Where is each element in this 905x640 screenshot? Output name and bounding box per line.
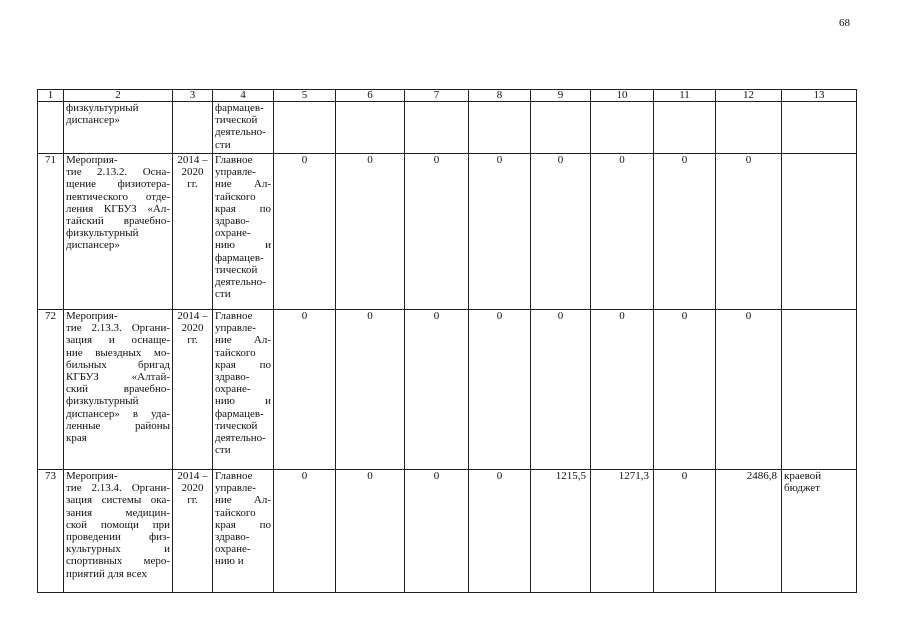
cell-text-line: ской помощи при: [66, 518, 170, 531]
cell-c5: 0: [274, 470, 336, 593]
cell-c8: 0: [469, 310, 531, 470]
cell-text-line: Главное: [215, 310, 253, 322]
cell-text-line: ние Ал-: [215, 494, 271, 507]
header-cell: 9: [531, 90, 591, 102]
cell-text-line: щение физиотера-: [66, 178, 170, 191]
cell-text-line: охране-: [215, 543, 251, 556]
cell-text-line: сти: [215, 444, 231, 457]
cell-c11: 0: [654, 310, 716, 470]
cell-text-line: Мероприя-: [66, 154, 118, 166]
cell-text-line: физкультурный: [66, 102, 139, 114]
cell-text-line: фармацев-: [215, 102, 264, 114]
cell-text-line: Главное: [215, 470, 253, 482]
cell-text-line: спортивных меро-: [66, 555, 170, 568]
cell-c1: 71: [38, 154, 64, 310]
cell-text-line: края: [66, 432, 87, 445]
cell-text-line: края по: [215, 202, 271, 215]
cell-c12: 0: [716, 310, 782, 470]
cell-c8: 0: [469, 154, 531, 310]
cell-c9: 0: [531, 310, 591, 470]
cell-text-line: тайского: [215, 506, 256, 519]
table-row: [38, 154, 857, 310]
cell-c8: [469, 102, 531, 154]
cell-c6: 0: [336, 470, 405, 593]
cell-c2: [64, 154, 173, 310]
cell-text-line: управле-: [215, 322, 256, 335]
cell-text-line: диспансер» в уда-: [66, 407, 170, 420]
cell-text-line: 2020: [181, 166, 204, 179]
cell-c7: 0: [405, 310, 469, 470]
cell-text-line: нию и: [215, 395, 271, 408]
cell-text-line: охране-: [215, 383, 251, 396]
header-cell: 12: [716, 90, 782, 102]
cell-c7: [405, 102, 469, 154]
cell-c5: [274, 102, 336, 154]
budget-table: [37, 89, 857, 593]
cell-text-line: тической: [215, 114, 258, 127]
cell-text-line: проведении физ-: [66, 531, 170, 544]
cell-text-line: Мероприя-: [66, 470, 118, 482]
cell-c11: [654, 102, 716, 154]
cell-c12: 2486,8: [716, 470, 782, 593]
cell-c8: 0: [469, 470, 531, 593]
cell-text-line: зания медицин-: [66, 506, 170, 519]
cell-text-line: сти: [215, 288, 231, 301]
cell-text-line: тие 2.13.2. Осна-: [66, 166, 170, 179]
cell-c3: [173, 154, 213, 310]
page-number: 68: [839, 17, 850, 29]
cell-c7: 0: [405, 154, 469, 310]
cell-text-line: приятий для всех: [66, 567, 147, 580]
cell-text-line: тайского: [215, 346, 256, 359]
cell-c2: [64, 470, 173, 593]
cell-text-line: 2014 –: [177, 470, 208, 482]
cell-text-line: 2020: [181, 322, 204, 335]
cell-text-line: 2014 –: [177, 310, 208, 322]
cell-text-line: края по: [215, 518, 271, 531]
cell-text-line: деятельно-: [215, 432, 266, 445]
header-cell: 11: [654, 90, 716, 102]
cell-text-line: диспансер»: [66, 239, 120, 252]
cell-text-line: тической: [215, 263, 258, 276]
cell-text-line: физкультурный: [66, 227, 139, 240]
cell-c9: 1215,5: [531, 470, 591, 593]
cell-c13: [782, 154, 857, 310]
cell-c3: [173, 470, 213, 593]
cell-c5: 0: [274, 310, 336, 470]
cell-c4: [213, 470, 274, 593]
cell-c4: [213, 310, 274, 470]
cell-c4: [213, 154, 274, 310]
cell-text-line: ние Ал-: [215, 178, 271, 191]
cell-c9: [531, 102, 591, 154]
header-cell: 6: [336, 90, 405, 102]
header-cell: 2: [64, 90, 173, 102]
cell-text-line: сти: [215, 138, 231, 151]
cell-text-line: ние Ал-: [215, 334, 271, 347]
cell-text-line: фармацев-: [215, 251, 264, 264]
header-cell: 1: [38, 90, 64, 102]
cell-text-line: 2020: [181, 482, 204, 495]
cell-text-line: гг.: [187, 494, 198, 507]
header-cell: 7: [405, 90, 469, 102]
cell-c10: [591, 102, 654, 154]
cell-text-line: Мероприя-: [66, 310, 118, 322]
cell-c3: [173, 310, 213, 470]
cell-text-line: ние выездных мо-: [66, 346, 170, 359]
cell-c7: 0: [405, 470, 469, 593]
cell-c2: [64, 310, 173, 470]
cell-text-line: Главное: [215, 154, 253, 166]
cell-text-line: ления КГБУЗ «Ал-: [66, 202, 170, 215]
cell-c9: 0: [531, 154, 591, 310]
cell-c10: 0: [591, 154, 654, 310]
header-cell: 5: [274, 90, 336, 102]
header-cell: 3: [173, 90, 213, 102]
cell-text-line: ский врачебно-: [66, 383, 170, 396]
cell-c12: [716, 102, 782, 154]
header-cell: 10: [591, 90, 654, 102]
cell-text-line: здраво-: [215, 371, 250, 384]
cell-text-line: тайский врачебно-: [66, 215, 170, 228]
cell-text-line: здраво-: [215, 531, 250, 544]
cell-c1: [38, 102, 64, 154]
cell-c3: [173, 102, 213, 154]
cell-c10: 1271,3: [591, 470, 654, 593]
cell-text-line: деятельно-: [215, 276, 266, 289]
header-cell: 8: [469, 90, 531, 102]
cell-c2: [64, 102, 173, 154]
cell-text-line: певтического отде-: [66, 190, 170, 203]
table-header-row: [38, 90, 857, 102]
cell-text-line: зация и оснаще-: [66, 334, 170, 347]
cell-text-line: нию и: [215, 239, 271, 252]
cell-c6: 0: [336, 310, 405, 470]
cell-text-line: тие 2.13.4. Органи-: [66, 482, 170, 495]
cell-text-line: диспансер»: [66, 114, 120, 127]
cell-c13: [782, 310, 857, 470]
cell-text-line: тие 2.13.3. Органи-: [66, 322, 170, 335]
cell-text-line: краевой: [784, 470, 822, 482]
cell-text-line: ленные районы: [66, 419, 170, 432]
cell-c6: 0: [336, 154, 405, 310]
cell-text-line: фармацев-: [215, 407, 264, 420]
cell-c10: 0: [591, 310, 654, 470]
cell-text-line: физкультурный: [66, 395, 139, 408]
cell-text-line: управле-: [215, 482, 256, 495]
cell-c13: [782, 470, 857, 593]
cell-c13: [782, 102, 857, 154]
cell-text-line: гг.: [187, 334, 198, 347]
cell-c1: 73: [38, 470, 64, 593]
header-cell: 4: [213, 90, 274, 102]
table-row: [38, 470, 857, 593]
cell-text-line: края по: [215, 358, 271, 371]
header-cell: 13: [782, 90, 857, 102]
cell-c6: [336, 102, 405, 154]
cell-text-line: бюджет: [784, 482, 820, 495]
cell-c11: 0: [654, 470, 716, 593]
cell-text-line: тайского: [215, 190, 256, 203]
cell-text-line: КГБУЗ «Алтай-: [66, 371, 170, 384]
cell-c12: 0: [716, 154, 782, 310]
cell-text-line: деятельно-: [215, 126, 266, 139]
cell-text-line: гг.: [187, 178, 198, 191]
cell-text-line: охране-: [215, 227, 251, 240]
table-row: [38, 310, 857, 470]
cell-c1: 72: [38, 310, 64, 470]
cell-c11: 0: [654, 154, 716, 310]
cell-text-line: 2014 –: [177, 154, 208, 166]
cell-c4: [213, 102, 274, 154]
cell-text-line: здраво-: [215, 215, 250, 228]
table-row: [38, 102, 857, 154]
cell-text-line: бильных бригад: [66, 358, 170, 371]
cell-text-line: нию и: [215, 555, 244, 568]
cell-text-line: тической: [215, 419, 258, 432]
cell-text-line: культурных и: [66, 543, 170, 556]
cell-text-line: зация системы ока-: [66, 494, 170, 507]
cell-c5: 0: [274, 154, 336, 310]
cell-text-line: управле-: [215, 166, 256, 179]
